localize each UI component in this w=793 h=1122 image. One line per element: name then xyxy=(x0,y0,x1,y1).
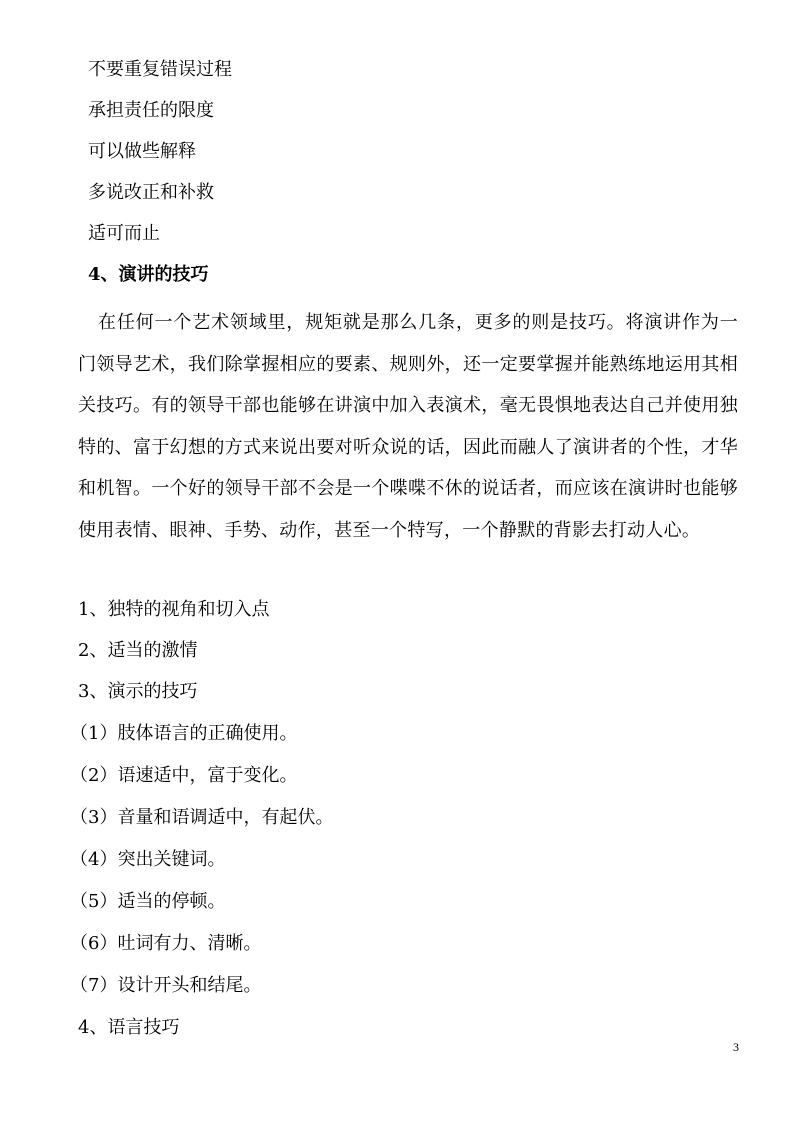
numbered-item: 1、独特的视角和切入点 xyxy=(78,599,270,620)
intro-item: 不要重复错误过程 xyxy=(88,59,232,80)
intro-item: 可以做些解释 xyxy=(88,141,196,162)
section-heading: 4、演讲的技巧 xyxy=(88,264,209,285)
sub-item: （4）突出关键词。 xyxy=(70,849,226,870)
sub-item: （6）吐词有力、清晰。 xyxy=(70,933,262,954)
sub-item: （5）适当的停顿。 xyxy=(70,891,226,912)
sub-item: （3）音量和语调适中，有起伏。 xyxy=(70,807,334,828)
numbered-item: 3、演示的技巧 xyxy=(78,681,198,702)
numbered-item: 2、适当的激情 xyxy=(78,640,198,661)
intro-item: 适可而止 xyxy=(88,223,160,244)
numbered-item: 4、语言技巧 xyxy=(78,1017,180,1038)
sub-item: （1）肢体语言的正确使用。 xyxy=(70,723,298,744)
intro-item: 多说改正和补救 xyxy=(88,182,214,203)
intro-item: 承担责任的限度 xyxy=(88,100,214,121)
sub-item: （7）设计开头和结尾。 xyxy=(70,975,262,996)
page-number: 3 xyxy=(733,1040,739,1054)
sub-item: （2）语速适中，富于变化。 xyxy=(70,765,298,786)
body-paragraph: 在任何一个艺术领域里，规矩就是那么几条，更多的则是技巧。将演讲作为一门领导艺术，我们除掌握相应的要素、规则外，还一定要掌握并能熟练地运用其相关技巧。有的领导干部也能够在讲演中加入表演术，毫无畏惧地表达自己并使用独特的、富于幻想的方式来说出要对听众说的话，因此而融人了演讲者的个性，才华和机智。一个好的领导干部不会是一个喋喋不休的说话者，而应该在演讲时也能够使用表情、眼神、手势、动作，甚至一个特写，一个静默的背影去打动人心。 xyxy=(78,312,738,541)
